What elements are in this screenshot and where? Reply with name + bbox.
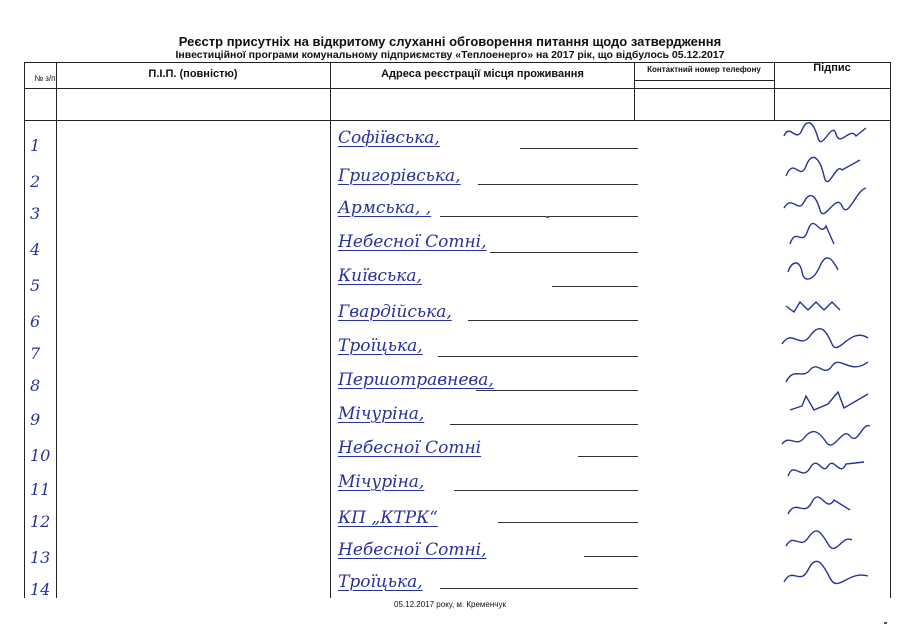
row-address: Григорівська, bbox=[338, 166, 461, 186]
row-fill-line bbox=[584, 556, 638, 557]
row-fill-line bbox=[450, 424, 638, 425]
row-number: 4 bbox=[30, 240, 41, 259]
table-top-border bbox=[24, 62, 890, 63]
row-address: Київська, bbox=[338, 266, 422, 286]
row-fill-line bbox=[498, 522, 638, 523]
row-number: 5 bbox=[30, 276, 41, 295]
row-address: Софіївська, bbox=[338, 128, 440, 148]
row-fill-line bbox=[438, 356, 638, 357]
row-fill-line bbox=[552, 286, 638, 287]
signature-icon bbox=[780, 288, 870, 322]
speck bbox=[546, 216, 549, 218]
document-title: Реєстр присутніх на відкритому слуханні обговорення питання щодо затвердження bbox=[178, 34, 722, 49]
signature-icon bbox=[780, 522, 870, 556]
signature-icon bbox=[780, 322, 870, 356]
signature-icon bbox=[780, 186, 870, 220]
row-number: 11 bbox=[30, 480, 51, 499]
table-right-border bbox=[890, 62, 891, 598]
row-address: Троїцька, bbox=[338, 572, 423, 592]
row-address: Гвардійська, bbox=[338, 302, 452, 322]
header-name: П.І.П. (повністю) bbox=[148, 68, 238, 80]
row-number: 7 bbox=[30, 344, 41, 363]
signature-icon bbox=[780, 218, 870, 252]
document-footer: 05.12.2017 року, м. Кременчук bbox=[394, 600, 506, 609]
row-fill-line bbox=[520, 148, 638, 149]
row-fill-line bbox=[490, 252, 638, 253]
speck bbox=[884, 622, 887, 624]
signature-icon bbox=[780, 454, 870, 488]
col-divider-name bbox=[330, 62, 331, 598]
row-fill-line bbox=[440, 588, 638, 589]
header-bottom-border bbox=[24, 120, 890, 121]
signature-icon bbox=[780, 356, 870, 390]
row-fill-line bbox=[454, 490, 638, 491]
row-fill-line bbox=[478, 184, 638, 185]
signature-icon bbox=[780, 420, 870, 454]
row-number: 12 bbox=[30, 512, 51, 531]
header-address: Адреса реєстрації місця проживання bbox=[381, 68, 584, 80]
row-fill-line bbox=[468, 320, 638, 321]
row-address: КП „КТРК“ bbox=[338, 508, 438, 528]
row-fill-line bbox=[440, 216, 638, 217]
document-subtitle: Інвестиційної програми комунальному підприємству «Теплоенерго» на 2017 рік, що відбулось 05.12.2017 bbox=[175, 49, 725, 61]
signature-icon bbox=[780, 556, 870, 590]
row-number: 13 bbox=[30, 548, 51, 567]
row-number: 9 bbox=[30, 410, 41, 429]
row-address: Небесної Сотні bbox=[338, 438, 482, 458]
row-number: 1 bbox=[30, 136, 41, 155]
header-number: № з/п bbox=[34, 74, 56, 83]
signature-icon bbox=[780, 490, 870, 524]
row-number: 10 bbox=[30, 446, 51, 465]
row-address: Мічуріна, bbox=[338, 472, 425, 492]
row-number: 8 bbox=[30, 376, 41, 395]
row-number: 2 bbox=[30, 172, 41, 191]
signature-icon bbox=[780, 116, 870, 150]
row-address: Троїцька, bbox=[338, 336, 423, 356]
row-address: Армська, , bbox=[338, 198, 432, 218]
row-number: 3 bbox=[30, 204, 41, 223]
col-divider-number bbox=[56, 62, 57, 598]
row-number: 14 bbox=[30, 580, 51, 599]
header-phone: Контактний номер телефону bbox=[647, 65, 761, 74]
phone-header-divider bbox=[634, 80, 774, 81]
row-address: Небесної Сотні, bbox=[338, 232, 487, 252]
header-signature: Підпис bbox=[813, 62, 851, 74]
row-address: Мічуріна, bbox=[338, 404, 425, 424]
signature-icon bbox=[780, 252, 870, 286]
row-number: 6 bbox=[30, 312, 41, 331]
row-address: Першотравнева, bbox=[338, 370, 494, 390]
row-fill-line bbox=[578, 456, 638, 457]
header-divider bbox=[24, 88, 890, 89]
signature-icon bbox=[780, 152, 870, 186]
signature-icon bbox=[780, 386, 870, 420]
row-fill-line bbox=[476, 390, 638, 391]
table-left-border bbox=[24, 62, 25, 598]
row-address: Небесної Сотні, bbox=[338, 540, 487, 560]
